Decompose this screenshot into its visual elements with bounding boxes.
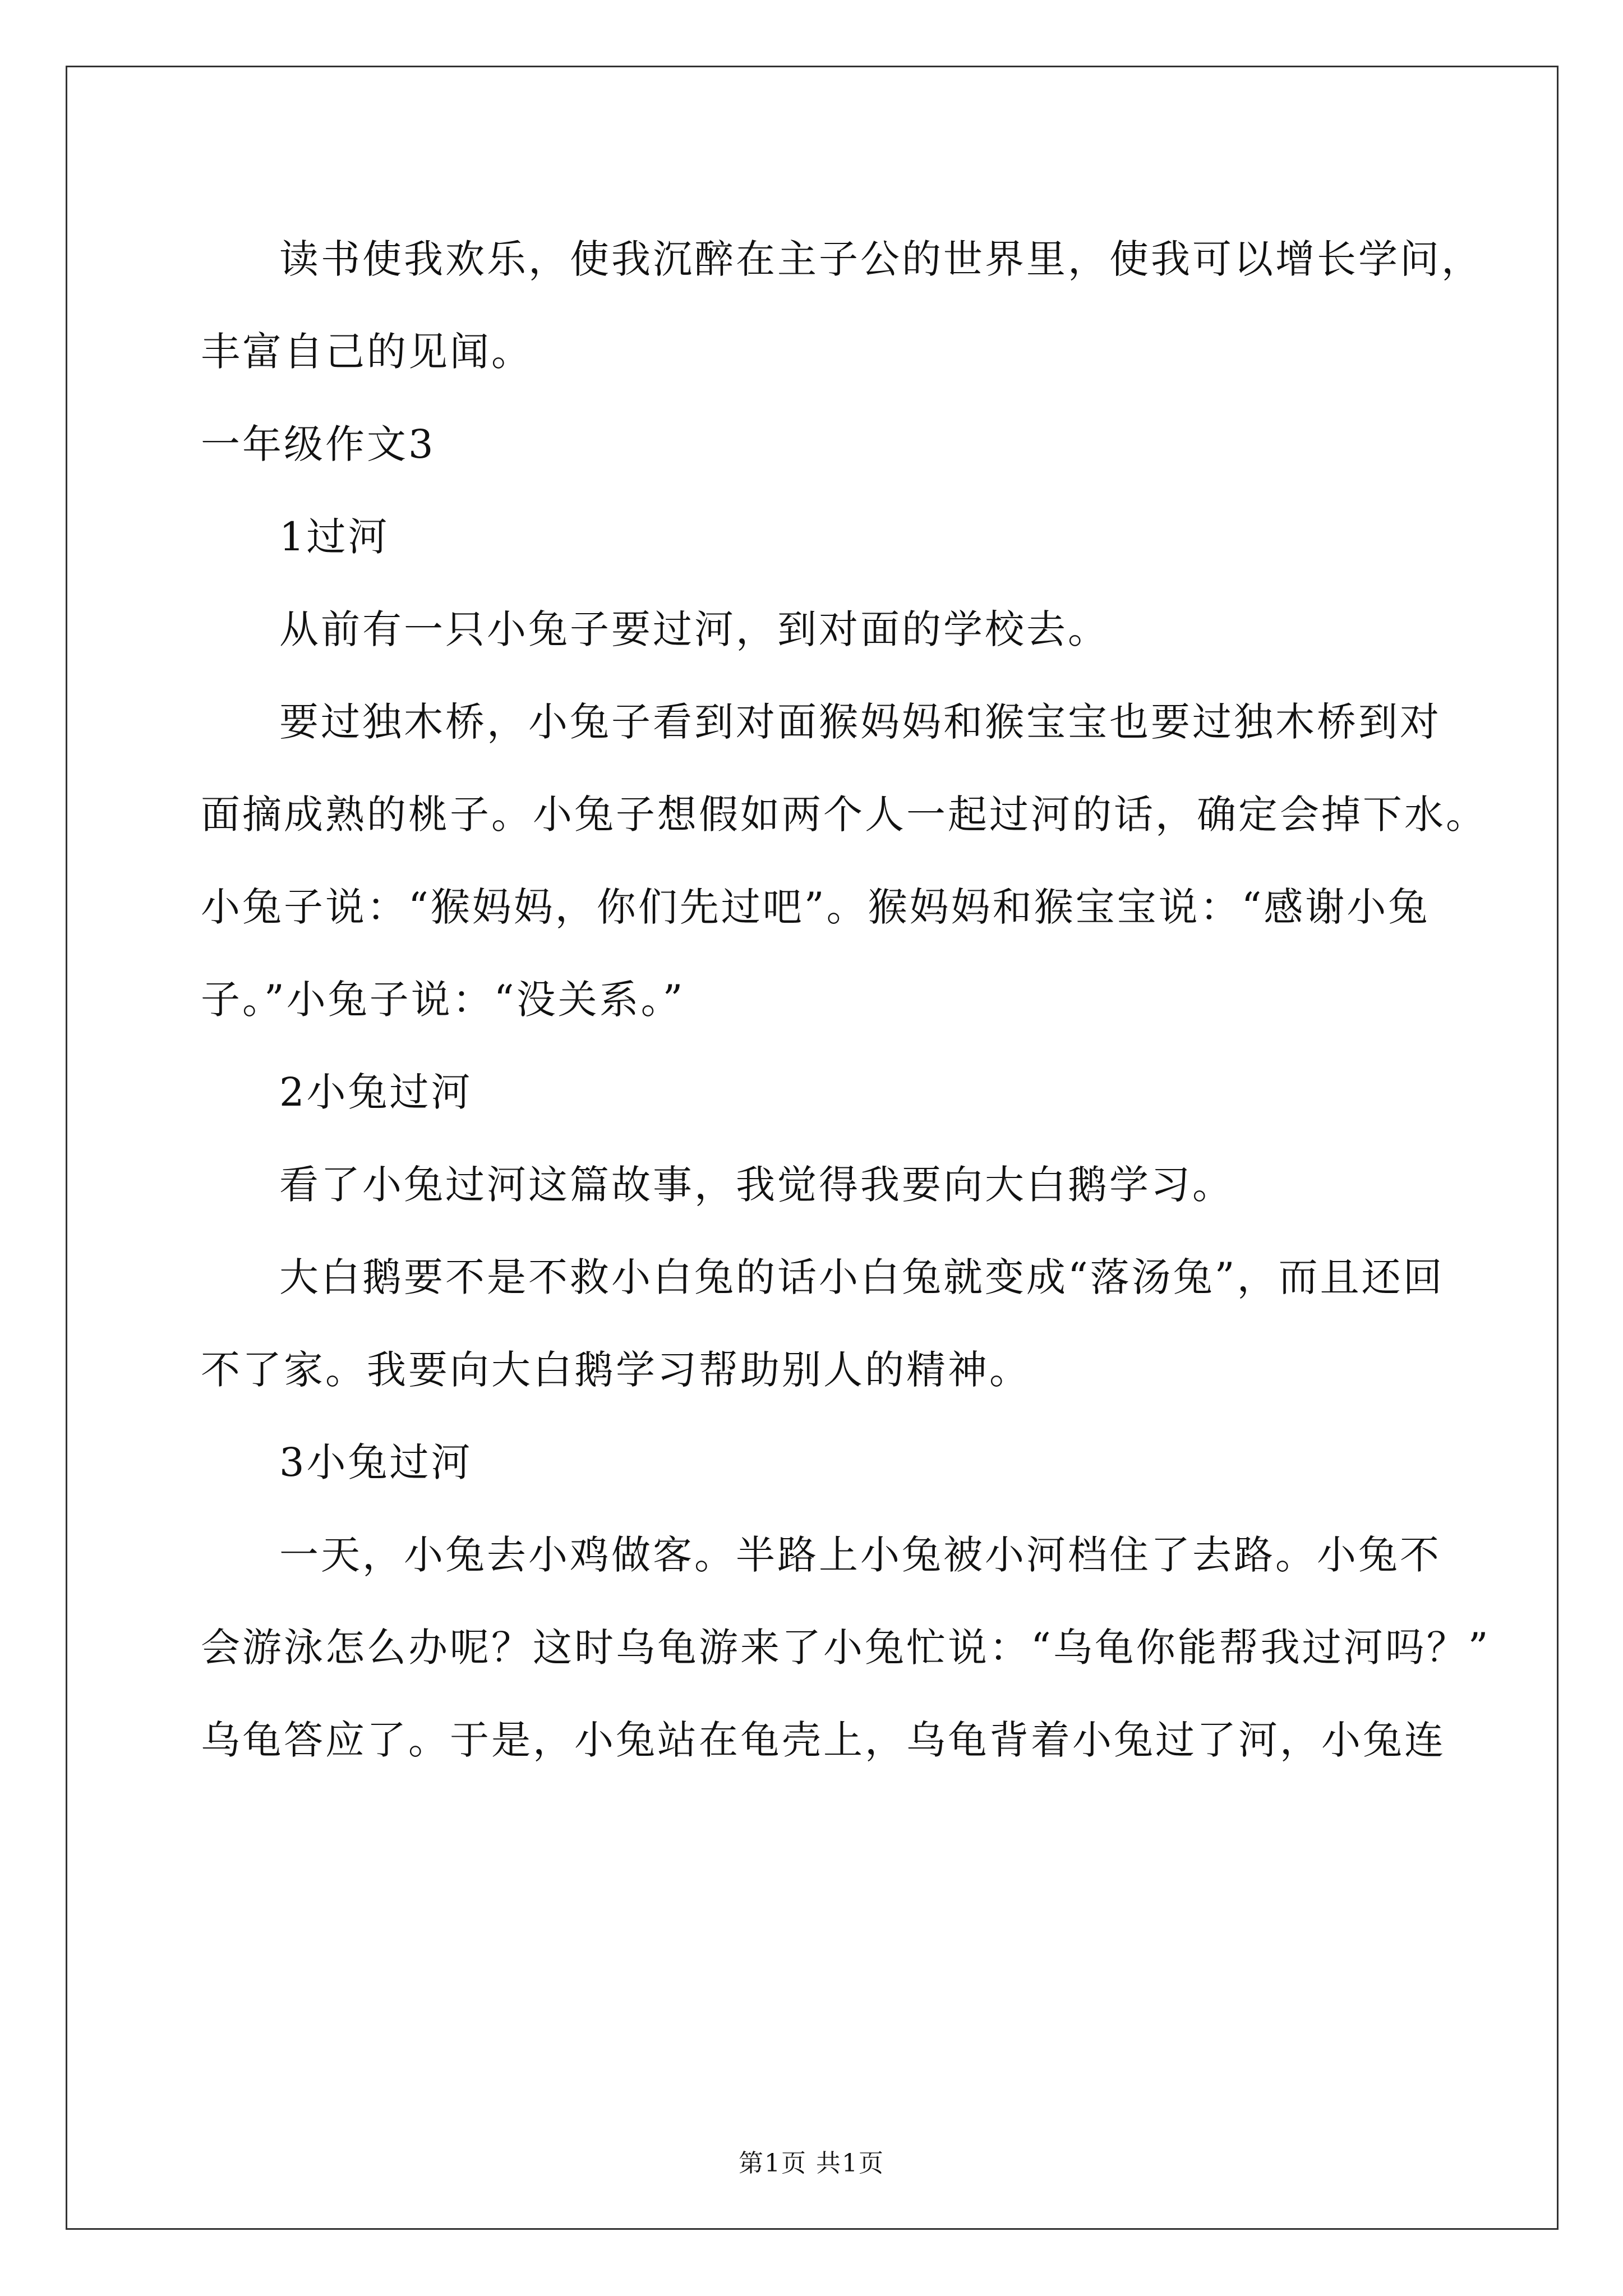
subheading-text: 2小兔过河 bbox=[279, 1069, 473, 1115]
text-line: 看了小兔过河这篇故事，我觉得我要向大白鹅学习。 bbox=[279, 1162, 1234, 1208]
page-number-label: 第1页 共1页 bbox=[739, 2149, 884, 2178]
paragraph bbox=[201, 1509, 1516, 1787]
subheading-text: 3小兔过河 bbox=[279, 1439, 473, 1485]
text-line: 要过独木桥，小兔子看到对面猴妈妈和猴宝宝也要过独木桥到对 bbox=[279, 699, 1441, 745]
subheading-text: 1过河 bbox=[279, 514, 390, 560]
heading-text: 一年级作文3 bbox=[201, 421, 436, 467]
paragraph bbox=[201, 676, 1516, 1046]
text-line: 乌龟答应了。于是，小兔站在龟壳上，乌龟背着小兔过了河，小兔连 bbox=[201, 1717, 1446, 1763]
text-line: 子。”小兔子说：“没关系。” bbox=[201, 977, 685, 1023]
text-line: 读书使我欢乐，使我沉醉在主子公的世界里，使我可以增长学问， bbox=[279, 236, 1483, 282]
subheading bbox=[201, 1046, 1516, 1139]
text-line: 丰富自己的见闻。 bbox=[201, 329, 533, 375]
paragraph bbox=[201, 583, 1516, 676]
paragraph bbox=[201, 1231, 1516, 1416]
text-line: 面摘成熟的桃子。小兔子想假如两个人一起过河的话，确定会掉下水。 bbox=[201, 792, 1487, 838]
document-body bbox=[201, 213, 1516, 1787]
page-footer bbox=[0, 2143, 1623, 2179]
text-line: 不了家。我要向大白鹅学习帮助别人的精神。 bbox=[201, 1347, 1031, 1393]
subheading bbox=[201, 491, 1516, 583]
paragraph bbox=[201, 213, 1516, 398]
text-line: 一天，小兔去小鸡做客。半路上小兔被小河档住了去路。小兔不 bbox=[279, 1532, 1441, 1578]
paragraph bbox=[201, 1139, 1516, 1231]
section-heading bbox=[201, 398, 1516, 491]
subheading bbox=[201, 1416, 1516, 1509]
text-line: 从前有一只小兔子要过河，到对面的学校去。 bbox=[279, 606, 1109, 652]
text-line: 大白鹅要不是不救小白兔的话小白兔就变成“落汤兔”，而且还回 bbox=[279, 1254, 1445, 1300]
text-line: 小兔子说：“猴妈妈，你们先过吧”。猴妈妈和猴宝宝说：“感谢小兔 bbox=[201, 884, 1430, 930]
text-line: 会游泳怎么办呢？这时乌龟游来了小兔忙说：“乌龟你能帮我过河吗？” bbox=[201, 1625, 1491, 1671]
